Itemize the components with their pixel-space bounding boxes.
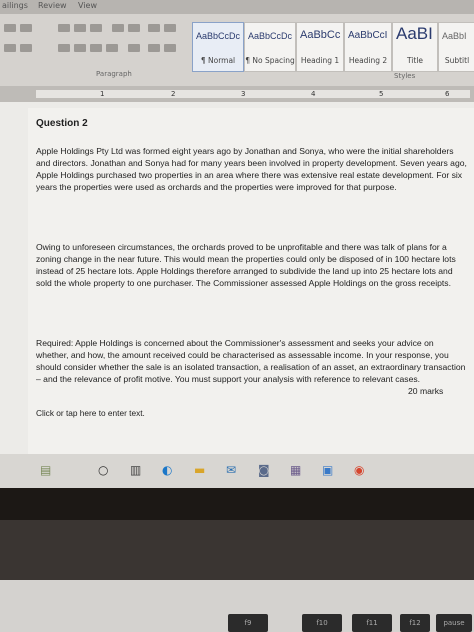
required-label: Required:: [36, 338, 74, 348]
show-marks-icon[interactable]: [164, 24, 176, 32]
grow-font-icon[interactable]: [4, 24, 16, 32]
key-f10: f10: [302, 614, 342, 632]
align-center-icon[interactable]: [74, 44, 86, 52]
chrome-icon[interactable]: ◉: [354, 463, 365, 477]
answer-placeholder[interactable]: Click or tap here to enter text.: [36, 408, 145, 418]
key-f12: f12: [400, 614, 430, 632]
taskbar: [0, 454, 474, 488]
style-no-spacing[interactable]: AaBbCcDc ¶ No Spacing: [244, 22, 296, 72]
calendar-icon[interactable]: ▣: [322, 463, 334, 477]
paragraph-circumstances: Owing to unforeseen circumstances, the orchards proved to be unprofitable and there was talk of plans for a zoning change in the near future. This would mean the properties could only be disposed of in 100 hectare lots instead of 25 hectare lots. Apple Holdings therefore arranged to subdivide the land up into 25 hectare lots and sold the whole property to one purchaser. The Commissioner assessed Apple Holdings on the gross receipts.: [36, 242, 456, 288]
edge-icon[interactable]: ◐: [162, 463, 173, 477]
key-f9: f9: [228, 614, 268, 632]
ruler[interactable]: [0, 86, 474, 102]
ruler-number: 5: [379, 90, 384, 98]
key-f11: f11: [352, 614, 392, 632]
ruler-number: 2: [171, 90, 176, 98]
highlight-icon[interactable]: [4, 44, 16, 52]
marks-label: 20 marks: [408, 386, 444, 396]
mail-icon[interactable]: ✉: [226, 463, 237, 477]
align-right-icon[interactable]: [90, 44, 102, 52]
styles-gallery: [192, 22, 474, 78]
decrease-indent-icon[interactable]: [112, 24, 124, 32]
ruler-number: 6: [445, 90, 450, 98]
ruler-number: 3: [241, 90, 246, 98]
required-text: Apple Holdings is concerned about the Commissioner's assessment and seeks your advice on whether, and how, the amount received could be characterised as assessable income. In your response, you should consider whether the sale is an isolated transaction, a realisation of an asset, an extraordinary transaction – and the relevance of profit motive. You must support your analysis with reference to relevant cases.: [36, 338, 466, 384]
keyboard-area: [0, 580, 474, 632]
paragraph-background: Apple Holdings Pty Ltd was formed eight years ago by Jonathan and Sonya, who were the initial shareholders and directors. Jonathan and Sonya had for many years been involved in property development. Seven years ago, Apple Holdings purchased two properties in an area where there was extensive real estate development. For six years the properties were used as orchards and the properties were improved for that purpose.: [36, 146, 467, 192]
sort-icon[interactable]: [148, 24, 160, 32]
camera-icon[interactable]: ◙: [258, 463, 270, 477]
task-view-icon[interactable]: ○: [98, 463, 109, 477]
shrink-font-icon[interactable]: [20, 24, 32, 32]
font-color-icon[interactable]: [20, 44, 32, 52]
bullets-icon[interactable]: [58, 24, 70, 32]
shading-icon[interactable]: [148, 44, 160, 52]
multilevel-list-icon[interactable]: [90, 24, 102, 32]
ruler-number: 4: [311, 90, 316, 98]
screen-bottom-edge: [0, 488, 474, 520]
paragraph-required: [36, 338, 468, 386]
apps-icon[interactable]: ▥: [130, 463, 142, 477]
borders-icon[interactable]: [164, 44, 176, 52]
document-area: [0, 102, 474, 454]
ribbon: [0, 14, 474, 86]
paragraph-group-label: Paragraph: [96, 70, 132, 78]
style-heading-1[interactable]: AaBbCc Heading 1: [296, 22, 344, 72]
tab-review[interactable]: Review: [38, 1, 67, 10]
style-title[interactable]: AaBI Title: [392, 22, 438, 72]
line-spacing-icon[interactable]: [128, 44, 140, 52]
files-icon[interactable]: ▬: [194, 463, 206, 477]
taskbar-thumbnail-icon[interactable]: ▤: [40, 463, 52, 477]
increase-indent-icon[interactable]: [128, 24, 140, 32]
numbering-icon[interactable]: [74, 24, 86, 32]
justify-icon[interactable]: [106, 44, 118, 52]
align-left-icon[interactable]: [58, 44, 70, 52]
tab-view[interactable]: View: [78, 1, 97, 10]
document-page[interactable]: [28, 108, 474, 454]
tab-mailings[interactable]: ailings: [2, 1, 28, 10]
style-subtitle[interactable]: AaBbI Subtitl: [438, 22, 474, 72]
ribbon-tabs: [0, 0, 474, 14]
app-icon[interactable]: ▦: [290, 463, 302, 477]
style-normal[interactable]: AaBbCcDc ¶ Normal: [192, 22, 244, 72]
paragraph-group: [0, 18, 188, 78]
styles-group-label: Styles: [394, 72, 416, 80]
laptop-bezel: [0, 520, 474, 580]
question-heading: Question 2: [36, 118, 88, 129]
key-pause: pause: [436, 614, 472, 632]
style-heading-2[interactable]: AaBbCcI Heading 2: [344, 22, 392, 72]
ruler-number: 1: [100, 90, 105, 98]
